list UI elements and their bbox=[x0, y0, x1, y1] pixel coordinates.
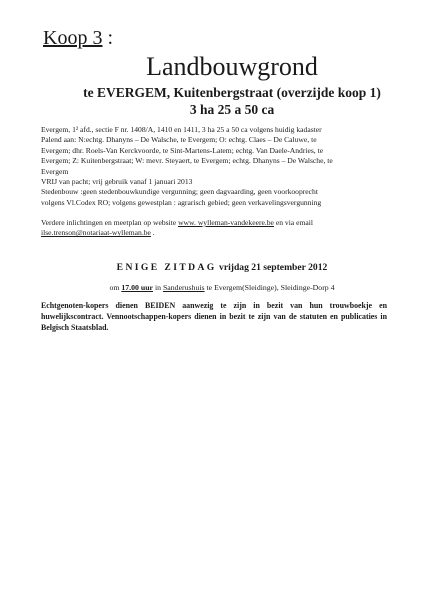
description-line: Evergem, 1² afd., sectie F nr. 1408/A, 1410 en 1411, 3 ha 25 a 50 ca volgens huidig kadaster bbox=[41, 125, 322, 134]
sale-day: vrijdag 21 september 2012 bbox=[216, 262, 328, 273]
info-block bbox=[41, 218, 391, 239]
time-prefix: om bbox=[109, 283, 122, 292]
venue-address: te Evergem(Sleidinge), Sleidinge-Dorp 4 bbox=[204, 283, 335, 292]
info-line bbox=[41, 228, 391, 238]
info-end: . bbox=[150, 228, 155, 238]
buyer-notice bbox=[41, 300, 387, 333]
info-prefix: Verdere inlichtingen en meetplan op website bbox=[41, 218, 179, 227]
lot-heading bbox=[43, 26, 113, 50]
venue-name: Sanderushuis bbox=[162, 283, 205, 292]
lot-number: Koop 3 bbox=[43, 27, 103, 49]
description-line: VRIJ van pacht; vrij gebruik vanaf 1 januari 2013 bbox=[41, 177, 193, 187]
sale-label: ENIGE ZITDAG bbox=[116, 262, 217, 273]
description-line: Evergem bbox=[41, 166, 69, 176]
info-line bbox=[41, 218, 391, 228]
sale-date bbox=[0, 262, 424, 273]
info-suffix: en via email bbox=[273, 218, 313, 227]
description-line: Palend aan: N:echtg. Dhanyns – De Walsche, te Evergem; O: echtg. Claes – De Caluwe, te bbox=[41, 135, 317, 145]
time-mid: in bbox=[153, 283, 163, 292]
location-line: te EVERGEM, Kuitenbergstraat (overzijde koop 1) bbox=[83, 85, 381, 100]
description-line: Evergem; dhr. Roels-Van Kerckvoorde, te Sint-Martens-Latem; echtg. Van Daele-Andries, te bbox=[41, 145, 324, 155]
page-title: Landbouwgrond bbox=[146, 52, 318, 81]
description-line: Evergem; Z: Kuitenbergstraat; W: mevr. Steyaert, te Evergem; echtg. Dhanyns – De Walsche, te bbox=[41, 156, 333, 166]
area-line: 3 ha 25 a 50 ca bbox=[189, 102, 275, 117]
lot-colon: : bbox=[102, 27, 114, 49]
sale-time-venue bbox=[0, 283, 424, 292]
email-link[interactable]: ilse.trenson@notariaat-wylleman.be bbox=[41, 228, 151, 238]
sale-hour: 17.00 uur bbox=[121, 283, 153, 292]
property-description bbox=[41, 125, 391, 208]
description-line: Stedenbouw :geen stedenbouwkundige vergunning; geen dagvaarding, geen voorkooprecht bbox=[41, 187, 318, 197]
buyer-notice-text: Echtgenoten-kopers dienen BEIDEN aanwezig te zijn in bezit van hun trouwboekje en huwelijkscontract. Vennootschappen-kopers dienen in bezit te zijn van de statuten en publicaties in Belgisch Staatsblad. bbox=[41, 301, 387, 332]
website-link[interactable]: www. wylleman-vandekeere.be bbox=[178, 218, 274, 227]
description-line: volgens Vl.Codex RO; volgens gewestplan : agrarisch gebied; geen verkavelingsvergunning bbox=[41, 197, 322, 207]
